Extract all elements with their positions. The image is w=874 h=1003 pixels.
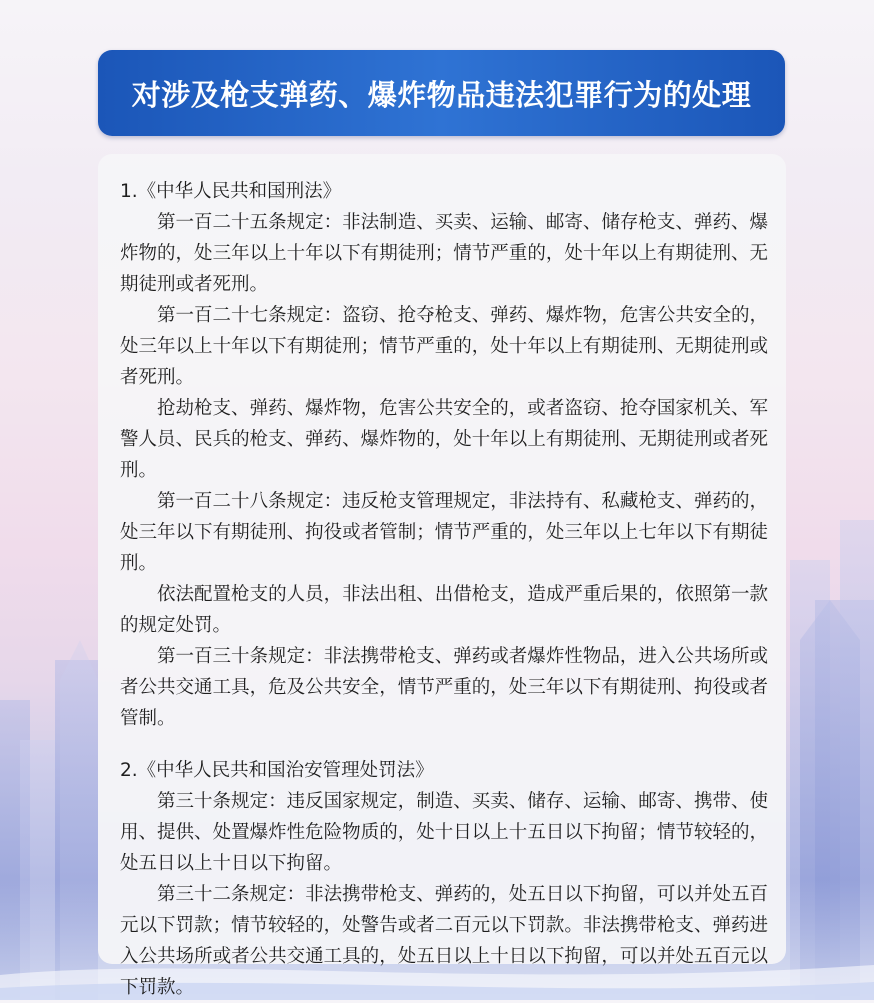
paragraph: 第一百三十条规定：非法携带枪支、弹药或者爆炸性物品，进入公共场所或者公共交通工具，危及公共安全，情节严重的，处三年以下有期徒刑、拘役或者管制。 <box>120 646 768 729</box>
page-title: 对涉及枪支弹药、爆炸物品违法犯罪行为的处理 <box>131 77 752 112</box>
paragraph: 第一百二十七条规定：盗窃、抢夺枪支、弹药、爆炸物，危害公共安全的，处三年以上十年以下有期徒刑；情节严重的，处十年以上有期徒刑、无期徒刑或者死刑。 <box>120 305 768 388</box>
paragraph: 第三十条规定：违反国家规定，制造、买卖、储存、运输、邮寄、携带、使用、提供、处置爆炸性危险物质的，处十日以上十五日以下拘留；情节较轻的，处五日以上十日以下拘留。 <box>120 791 768 874</box>
section-heading-public-security-law: 2.《中华人民共和国治安管理处罚法》 <box>120 760 434 781</box>
title-banner <box>98 50 785 136</box>
law-text <box>120 176 768 1003</box>
content-panel <box>98 154 786 998</box>
section-heading-criminal-law: 1.《中华人民共和国刑法》 <box>120 181 342 202</box>
paragraph: 抢劫枪支、弹药、爆炸物，危害公共安全的，或者盗窃、抢夺国家机关、军警人员、民兵的枪支、弹药、爆炸物的，处十年以上有期徒刑、无期徒刑或者死刑。 <box>120 398 768 481</box>
paragraph: 第一百二十五条规定：非法制造、买卖、运输、邮寄、储存枪支、弹药、爆炸物的，处三年以上十年以下有期徒刑；情节严重的，处十年以上有期徒刑、无期徒刑或者死刑。 <box>120 212 768 295</box>
paragraph: 依法配置枪支的人员，非法出租、出借枪支，造成严重后果的，依照第一款的规定处罚。 <box>120 584 768 636</box>
section-spacer <box>120 734 768 755</box>
paragraph: 第三十二条规定：非法携带枪支、弹药的，处五日以下拘留，可以并处五百元以下罚款；情节较轻的，处警告或者二百元以下罚款。非法携带枪支、弹药进入公共场所或者公共交通工具的，处五日以上十日以下拘留，可以并处五百元以下罚款。 <box>120 884 768 998</box>
paragraph: 第一百二十八条规定：违反枪支管理规定，非法持有、私藏枪支、弹药的，处三年以下有期徒刑、拘役或者管制；情节严重的，处三年以上七年以下有期徒刑。 <box>120 491 768 574</box>
